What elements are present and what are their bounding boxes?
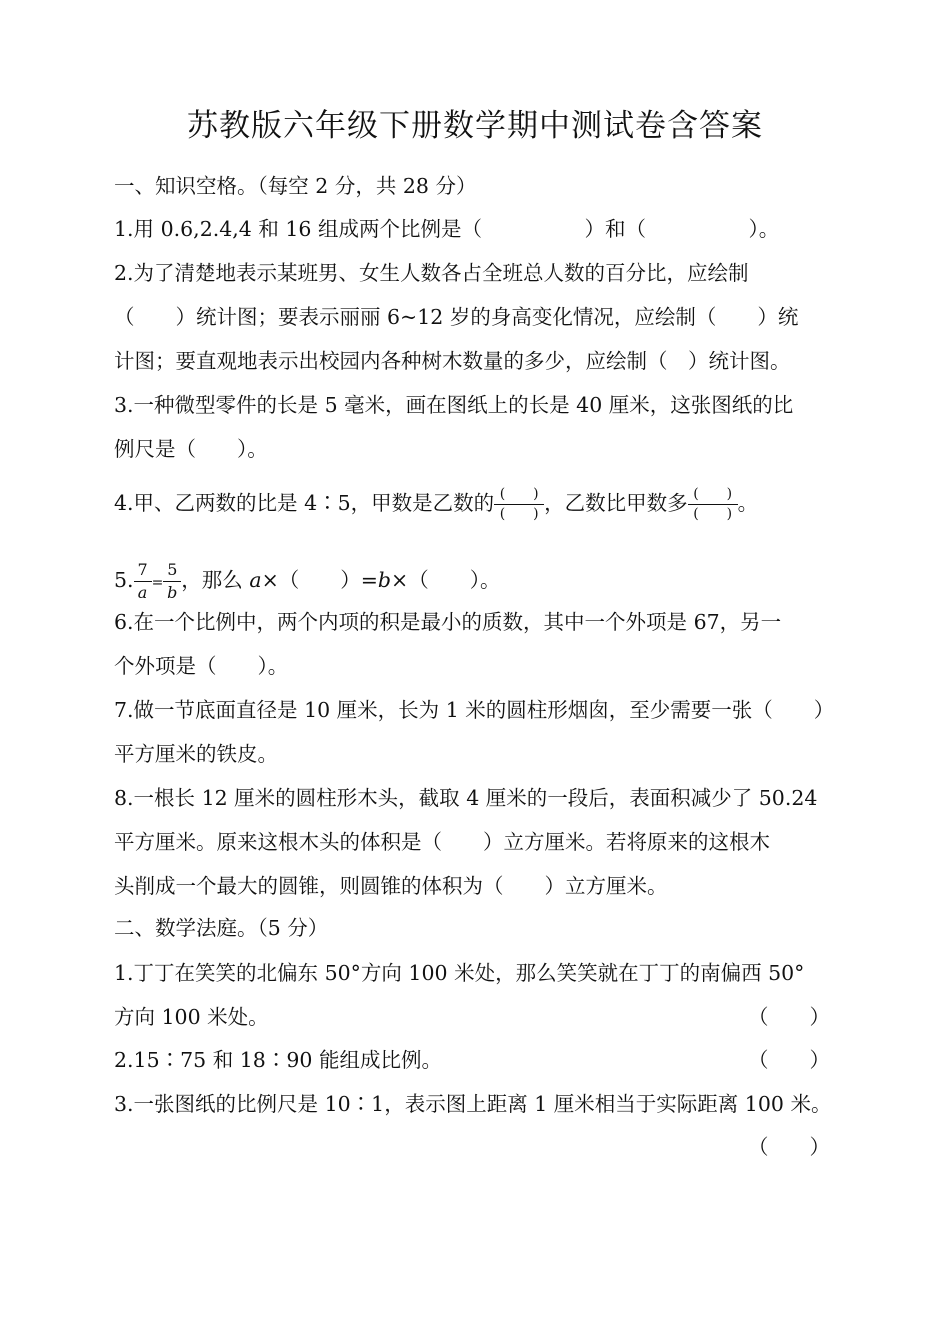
question-5-fraction-2: $\frac{5}{b}$ — [163, 560, 181, 603]
judge-3: 3.一张图纸的比例尺是 10∶1，表示图上距离 1 厘米相当于实际距离 100 米。 — [114, 1092, 832, 1116]
judge-1-line-2: 方向 100 米处。 — [114, 1005, 269, 1029]
question-5-var-a: a — [249, 568, 262, 592]
question-6-line-2: 个外项是（ ）。 — [114, 654, 289, 678]
question-5-text-3: ×（ ）。 — [391, 568, 501, 592]
question-8-line-2: 平方厘米。原来这根木头的体积是（ ）立方厘米。若将原来的这根木 — [114, 830, 770, 854]
section1-heading: 一、知识空格。（每空 2 分，共 28 分） — [114, 174, 477, 198]
question-1: 1.用 0.6,2.4,4 和 16 组成两个比例是（ ）和（ ）。 — [114, 217, 780, 241]
question-4-fraction-blank-1: $\frac{( )}{( )}$ — [494, 486, 544, 523]
question-7-line-1: 7.做一节底面直径是 10 厘米，长为 1 米的圆柱形烟囱，至少需要一张（ ） — [114, 698, 835, 722]
judge-1-answer-blank: （ ） — [748, 1005, 830, 1029]
question-2-line-3: 计图；要直观地表示出校园内各种树木数量的多少，应绘制（ ）统计图。 — [114, 349, 791, 373]
question-2-line-1: 2.为了清楚地表示某班男、女生人数各占全班总人数的百分比，应绘制 — [114, 261, 749, 285]
question-4-fraction-blank-2: $\frac{( )}{( )}$ — [688, 486, 738, 523]
question-5-var-b: b — [377, 568, 392, 592]
question-8-line-3: 头削成一个最大的圆锥，则圆锥的体积为（ ）立方厘米。 — [114, 874, 668, 898]
judge-3-answer-blank: （ ） — [748, 1135, 830, 1159]
question-5-fraction-1: $\frac{7}{a}$ — [134, 560, 152, 603]
question-2-line-2: （ ）统计图；要表示丽丽 6~12 岁的身高变化情况，应绘制（ ）统 — [114, 305, 799, 329]
page-title: 苏教版六年级下册数学期中测试卷含答案 — [187, 108, 763, 144]
question-5-text-1: ，那么 — [181, 568, 250, 592]
question-3-line-2: 例尺是（ ）。 — [114, 437, 268, 461]
judge-1-line-1: 1.丁丁在笑笑的北偏东 50°方向 100 米处，那么笑笑就在丁丁的南偏西 50° — [114, 961, 805, 985]
question-4-text-2: ，乙数比甲数多 — [544, 491, 688, 515]
question-5-text-2: ×（ ）= — [261, 568, 378, 592]
question-7-line-2: 平方厘米的铁皮。 — [114, 742, 278, 766]
question-5 — [114, 560, 500, 603]
section2-heading: 二、数学法庭。（5 分） — [114, 916, 329, 940]
question-5-equals: = — [151, 575, 164, 591]
question-4-text-1: 4.甲、乙两数的比是 4∶5，甲数是乙数的 — [114, 491, 495, 515]
question-6-line-1: 6.在一个比例中，两个内项的积是最小的质数，其中一个外项是 67，另一 — [114, 610, 782, 634]
question-5-prefix: 5. — [114, 568, 134, 592]
question-8-line-1: 8.一根长 12 厘米的圆柱形木头，截取 4 厘米的一段后，表面积减少了 50.24 — [114, 786, 818, 810]
judge-2-answer-blank: （ ） — [748, 1048, 830, 1072]
judge-2: 2.15∶75 和 18∶90 能组成比例。 — [114, 1048, 442, 1072]
question-4 — [114, 486, 758, 523]
question-3-line-1: 3.一种微型零件的长是 5 毫米，画在图纸上的长是 40 厘米，这张图纸的比 — [114, 393, 794, 417]
question-4-text-3: 。 — [737, 491, 759, 515]
